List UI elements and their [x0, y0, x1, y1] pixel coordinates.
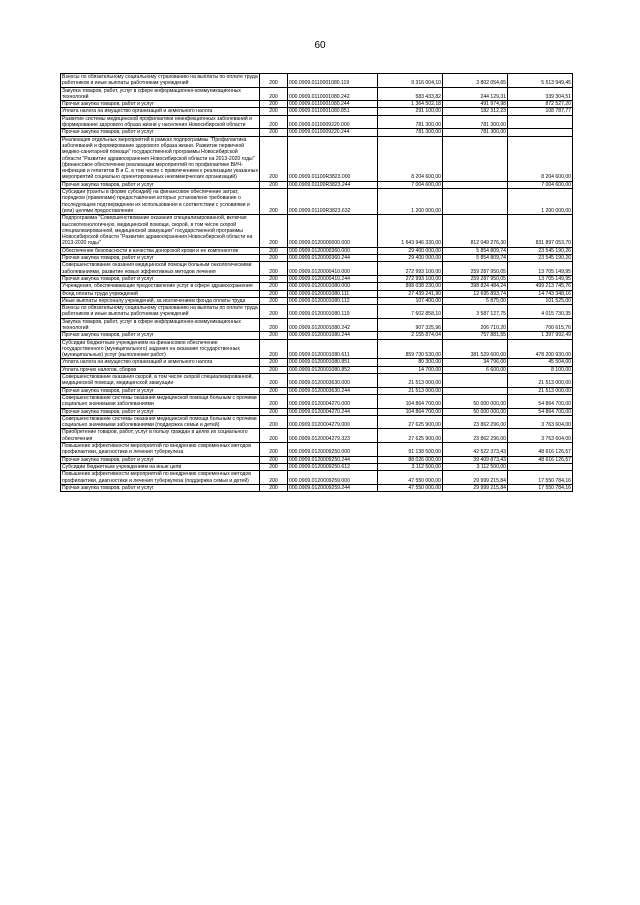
- row-classification-cell: 000.0909.0110001080.244: [288, 101, 378, 108]
- row-classification-cell: 000.0909.0110009220.244: [288, 129, 378, 136]
- row-approved-amount-cell: 88 026 000,00: [378, 456, 443, 463]
- row-approved-amount-cell: 781 300,00: [378, 115, 443, 129]
- row-code-cell: 200: [260, 332, 288, 339]
- table-row: [61, 484, 573, 491]
- row-name-cell: Прочая закупка товаров, работ и услуг: [61, 408, 260, 415]
- row-unexecuted-amount-cell: 5 513 949,45: [508, 74, 573, 88]
- row-name-cell: Развитие системы медицинской профилактики неинфекционных заболеваний и формирование здорового образа жизни у населения Новосибирской области: [61, 115, 260, 129]
- table-row: [61, 429, 573, 443]
- page-number: 60: [314, 40, 326, 51]
- table-row: [61, 374, 573, 388]
- row-approved-amount-cell: 9 316 004,10: [378, 74, 443, 88]
- row-code-cell: 200: [260, 366, 288, 373]
- table-row: [61, 318, 573, 332]
- table-row: [61, 339, 573, 359]
- row-unexecuted-amount-cell: 23 545 190,26: [508, 247, 573, 254]
- row-approved-amount-cell: 8 204 600,00: [378, 136, 443, 181]
- row-code-cell: 200: [260, 463, 288, 470]
- table-row: [61, 115, 573, 129]
- row-code-cell: 200: [260, 115, 288, 129]
- row-unexecuted-amount-cell: 3 763 604,00: [508, 415, 573, 429]
- row-unexecuted-amount-cell: 499 213 745,76: [508, 283, 573, 290]
- row-classification-cell: 000.0909.0120009259.000: [288, 471, 378, 485]
- row-code-cell: 200: [260, 374, 288, 388]
- row-code-cell: 200: [260, 387, 288, 394]
- table-row: [61, 215, 573, 247]
- row-unexecuted-amount-cell: 872 527,20: [508, 101, 573, 108]
- row-approved-amount-cell: 272 993 100,00: [378, 275, 443, 282]
- table-row: [61, 290, 573, 297]
- row-classification-cell: 000.0909.01100R3823.000: [288, 136, 378, 181]
- row-code-cell: 200: [260, 181, 288, 188]
- row-approved-amount-cell: 27 439 241,90: [378, 290, 443, 297]
- row-code-cell: 200: [260, 456, 288, 463]
- row-name-cell: Иные выплаты персоналу учреждений, за исключением фонда оплаты труда: [61, 297, 260, 304]
- row-approved-amount-cell: 3 112 500,00: [378, 463, 443, 470]
- table-row: [61, 262, 573, 276]
- row-approved-amount-cell: 47 550 000,00: [378, 484, 443, 491]
- table-row: [61, 181, 573, 188]
- row-approved-amount-cell: 898 038 230,00: [378, 283, 443, 290]
- row-name-cell: Совершенствование оказания медицинской помощи больным онкологическими заболеваниями, развитие новых эффективных методов лечения: [61, 262, 260, 276]
- row-approved-amount-cell: 291 100,00: [378, 108, 443, 115]
- row-name-cell: Уплата налога на имущество организаций и земельного налога: [61, 108, 260, 115]
- row-code-cell: 200: [260, 408, 288, 415]
- row-classification-cell: 000.0909.0120000000.000: [288, 215, 378, 247]
- row-classification-cell: 000.0909.0120001080.242: [288, 318, 378, 332]
- row-unexecuted-amount-cell: 45 504,00: [508, 359, 573, 366]
- row-unexecuted-amount-cell: 339 304,51: [508, 87, 573, 101]
- row-executed-amount-cell: 781 300,00: [443, 129, 508, 136]
- row-name-cell: Прочая закупка товаров, работ и услуг: [61, 275, 260, 282]
- row-name-cell: Прочая закупка товаров, работ и услуг: [61, 129, 260, 136]
- row-unexecuted-amount-cell: 8 100,00: [508, 366, 573, 373]
- row-code-cell: 200: [260, 108, 288, 115]
- row-name-cell: Уплата прочих налогов, сборов: [61, 366, 260, 373]
- row-executed-amount-cell: [443, 181, 508, 188]
- row-executed-amount-cell: 50 000 000,00: [443, 408, 508, 415]
- row-classification-cell: 000.0909.0120009250.244: [288, 456, 378, 463]
- table-row: [61, 247, 573, 254]
- row-name-cell: Прочая закупка товаров, работ и услуг: [61, 484, 260, 491]
- row-name-cell: Взносы по обязательному социальному страхованию на выплаты по оплате труда работников и иные выплаты работникам учреждений: [62, 305, 258, 318]
- table-row: [61, 275, 573, 282]
- row-approved-amount-cell: 14 700,00: [378, 366, 443, 373]
- row-approved-amount-cell: 27 625 900,00: [378, 429, 443, 443]
- row-approved-amount-cell: 1 643 946 330,00: [378, 215, 443, 247]
- row-code-cell: 200: [260, 189, 288, 215]
- row-executed-amount-cell: 23 862 296,00: [443, 429, 508, 443]
- row-classification-cell: 000.0909.0120003630.244: [288, 387, 378, 394]
- row-executed-amount-cell: 206 710,20: [443, 318, 508, 332]
- row-classification-cell: 000.0909.0120004279.000: [288, 415, 378, 429]
- row-executed-amount-cell: [443, 136, 508, 181]
- row-executed-amount-cell: 781 300,00: [443, 115, 508, 129]
- table-row: [61, 408, 573, 415]
- row-approved-amount-cell: 29 400 000,00: [378, 255, 443, 262]
- row-executed-amount-cell: 12 695 893,74: [443, 290, 508, 297]
- row-classification-cell: 000.0909.0120001080.119: [288, 305, 378, 319]
- row-unexecuted-amount-cell: 7 004 600,00: [508, 181, 573, 188]
- row-executed-amount-cell: 5 875,00: [443, 297, 508, 304]
- row-code-cell: 200: [260, 484, 288, 491]
- row-code-cell: 200: [260, 101, 288, 108]
- row-unexecuted-amount-cell: 17 550 784,16: [508, 471, 573, 485]
- table-row: [61, 366, 573, 373]
- row-unexecuted-amount-cell: 21 513 000,00: [508, 387, 573, 394]
- budget-table: [60, 73, 573, 492]
- row-approved-amount-cell: 104 864 700,00: [378, 394, 443, 408]
- row-classification-cell: 000.0909.0120000360.000: [288, 247, 378, 254]
- row-code-cell: 200: [260, 415, 288, 429]
- row-name-cell: Реализация отдельных мероприятий в рамках подпрограммы "Профилактика заболеваний и формирование здорового образа жизни. Развитие первичной медико-санитарной помощи" государственной программы Новосибирской области "Развитие здравоохранения Новосибирской области на 2013-2020 годы" (финансовое обеспечение реализации мероприятий по профилактике ВИЧ-инфекции и гепатитов B и C, в том числе с привлечением к реализации указанных мероприятий социально ориентированных некоммерческих организаций): [62, 136, 258, 181]
- row-unexecuted-amount-cell: 54 864 700,00: [508, 408, 573, 415]
- row-unexecuted-amount-cell: 1 397 992,49: [508, 332, 573, 339]
- table-row: [61, 443, 573, 457]
- row-approved-amount-cell: 47 550 000,00: [378, 471, 443, 485]
- row-approved-amount-cell: 1 364 502,18: [378, 101, 443, 108]
- row-code-cell: 200: [260, 339, 288, 359]
- row-executed-amount-cell: 34 796,00: [443, 359, 508, 366]
- row-approved-amount-cell: 21 513 000,00: [378, 387, 443, 394]
- row-code-cell: 200: [260, 129, 288, 136]
- row-approved-amount-cell: 1 200 000,00: [378, 189, 443, 215]
- row-executed-amount-cell: 244 129,31: [443, 87, 508, 101]
- table-row: [61, 471, 573, 485]
- row-unexecuted-amount-cell: 48 616 126,57: [508, 443, 573, 457]
- row-executed-amount-cell: 3 587 127,75: [443, 305, 508, 319]
- row-classification-cell: 000.0909.0120001080.000: [288, 283, 378, 290]
- row-executed-amount-cell: [443, 189, 508, 215]
- row-name-cell: Субсидии (гранты в форме субсидий) на финансовое обеспечение затрат, порядком (правилами) предоставления которых установлено требование о последующем подтверждении их использования в соответствии с условиями и (или) целями предоставления: [61, 189, 260, 215]
- row-classification-cell: 000.0909.0120009250.000: [288, 443, 378, 457]
- row-unexecuted-amount-cell: 8 204 600,00: [508, 136, 573, 181]
- row-executed-amount-cell: 29 999 215,84: [443, 484, 508, 491]
- row-unexecuted-amount-cell: 831 897 053,70: [508, 215, 573, 247]
- row-unexecuted-amount-cell: 13 705 149,95: [508, 275, 573, 282]
- row-executed-amount-cell: [443, 387, 508, 394]
- row-unexecuted-amount-cell: 14 743 348,16: [508, 290, 573, 297]
- row-classification-cell: 000.0909.0120003630.000: [288, 374, 378, 388]
- row-classification-cell: 000.0909.0120001080.852: [288, 366, 378, 373]
- row-unexecuted-amount-cell: 21 513 000,00: [508, 374, 573, 388]
- row-classification-cell: 000.0909.0120004270.244: [288, 408, 378, 415]
- row-approved-amount-cell: 2 155 874,04: [378, 332, 443, 339]
- row-approved-amount-cell: 781 300,00: [378, 129, 443, 136]
- row-unexecuted-amount-cell: 108 787,77: [508, 108, 573, 115]
- row-name-cell: Совершенствование оказания скорой, в том числе скорой специализированной, медицинской помощи, медицинской эвакуации: [61, 374, 260, 388]
- row-name-cell: Совершенствование системы оказания медицинской помощи больным с прочими социально значимыми заболеваниями: [61, 394, 260, 408]
- row-name-cell: Уплата налога на имущество организаций и земельного налога: [61, 359, 260, 366]
- table-row: [61, 415, 573, 429]
- table-row: [61, 283, 573, 290]
- row-classification-cell: 000.0909.0120000410.000: [288, 262, 378, 276]
- row-unexecuted-amount-cell: [508, 115, 573, 129]
- row-classification-cell: 000.0909.0120000360.244: [288, 255, 378, 262]
- row-code-cell: 200: [260, 283, 288, 290]
- row-code-cell: 200: [260, 255, 288, 262]
- row-approved-amount-cell: 859 730 530,00: [378, 339, 443, 359]
- row-unexecuted-amount-cell: 478 200 930,00: [508, 339, 573, 359]
- row-code-cell: 200: [260, 359, 288, 366]
- table-row: [61, 255, 573, 262]
- row-approved-amount-cell: 7 004 600,00: [378, 181, 443, 188]
- row-code-cell: 200: [260, 394, 288, 408]
- row-classification-cell: 000.0909.0120004270.000: [288, 394, 378, 408]
- table-row: [61, 87, 573, 101]
- row-name-cell: Субсидии бюджетным учреждениям на финансовое обеспечение государственного (муниципального) задания на оказание государственных (муниципальных) услуг (выполнение работ): [61, 339, 260, 359]
- row-code-cell: 200: [260, 215, 288, 247]
- row-executed-amount-cell: 398 824 484,24: [443, 283, 508, 290]
- row-classification-cell: 000.0909.0110009220.000: [288, 115, 378, 129]
- row-code-cell: 200: [260, 87, 288, 101]
- table-row: [61, 101, 573, 108]
- row-unexecuted-amount-cell: 700 615,76: [508, 318, 573, 332]
- row-name-cell: Прочая закупка товаров, работ и услуг: [61, 181, 260, 188]
- row-unexecuted-amount-cell: 101 525,00: [508, 297, 573, 304]
- row-name-cell: Повышение эффективности мероприятий по внедрению современных методов профилактики, диагностики и лечения туберкулеза: [61, 443, 260, 457]
- table-row: [61, 108, 573, 115]
- row-unexecuted-amount-cell: 17 550 784,16: [508, 484, 573, 491]
- row-unexecuted-amount-cell: 3 763 604,00: [508, 429, 573, 443]
- row-approved-amount-cell: 907 325,96: [378, 318, 443, 332]
- row-code-cell: 200: [260, 471, 288, 485]
- table-row: [61, 297, 573, 304]
- row-approved-amount-cell: 91 138 500,00: [378, 443, 443, 457]
- row-classification-cell: 000.0909.01100R3823.632: [288, 189, 378, 215]
- row-executed-amount-cell: 259 287 950,05: [443, 275, 508, 282]
- table-row: [61, 332, 573, 339]
- row-executed-amount-cell: 3 112 500,00: [443, 463, 508, 470]
- row-code-cell: 200: [260, 275, 288, 282]
- row-classification-cell: 000.0909.0120004279.323: [288, 429, 378, 443]
- row-executed-amount-cell: 42 522 373,43: [443, 443, 508, 457]
- row-executed-amount-cell: 259 287 950,05: [443, 262, 508, 276]
- row-classification-cell: 000.0909.0120001080.111: [288, 290, 378, 297]
- table-row: [61, 305, 573, 319]
- row-unexecuted-amount-cell: [508, 129, 573, 136]
- row-code-cell: 200: [260, 318, 288, 332]
- row-name-cell: Прочая закупка товаров, работ и услуг: [61, 332, 260, 339]
- row-executed-amount-cell: 491 974,98: [443, 101, 508, 108]
- row-code-cell: 200: [260, 247, 288, 254]
- row-name-cell: Совершенствование системы оказания медицинской помощи больным с прочими социально значимыми заболеваниями (поддержка семьи и детей): [61, 415, 260, 429]
- row-code-cell: 200: [260, 290, 288, 297]
- budget-table-body: [61, 74, 573, 492]
- row-executed-amount-cell: 50 000 000,00: [443, 394, 508, 408]
- row-approved-amount-cell: 27 625 900,00: [378, 415, 443, 429]
- row-unexecuted-amount-cell: 1 200 000,00: [508, 189, 573, 215]
- row-approved-amount-cell: 7 602 858,10: [378, 305, 443, 319]
- row-classification-cell: 000.0909.0110001080.119: [288, 74, 378, 88]
- table-row: [61, 456, 573, 463]
- row-name-cell: Учреждения, обеспечивающие предоставление услуг в сфере здравоохранения: [61, 283, 260, 290]
- row-name-cell: Закупка товаров, работ, услуг в сфере информационно-коммуникационных технологий: [61, 318, 260, 332]
- row-executed-amount-cell: 757 881,55: [443, 332, 508, 339]
- row-name-cell: Подпрограмма "Совершенствование оказания специализированной, включая высокотехнологичную, медицинской помощи, скорой, в том числе скорой специализированной, медицинской эвакуации" государственной программы Новосибирской области "Развитие здравоохранения Новосибирской области на 2013-2020 годы": [61, 215, 260, 247]
- row-classification-cell: 000.0909.0120001080.112: [288, 297, 378, 304]
- table-row: [61, 387, 573, 394]
- row-unexecuted-amount-cell: 13 705 149,95: [508, 262, 573, 276]
- row-classification-cell: 000.0909.0120000410.244: [288, 275, 378, 282]
- row-classification-cell: 000.0909.0120001080.851: [288, 359, 378, 366]
- row-code-cell: 200: [260, 136, 288, 181]
- row-code-cell: 200: [260, 262, 288, 276]
- row-classification-cell: 000.0909.0120009259.244: [288, 484, 378, 491]
- row-name-cell: Приобретение товаров, работ, услуг в пользу граждан в целях их социального обеспечения: [61, 429, 260, 443]
- row-executed-amount-cell: 6 600,00: [443, 366, 508, 373]
- row-name-cell: Прочая закупка товаров, работ и услуг: [61, 255, 260, 262]
- row-executed-amount-cell: 23 862 296,00: [443, 415, 508, 429]
- row-approved-amount-cell: 21 513 000,00: [378, 374, 443, 388]
- table-row: [61, 359, 573, 366]
- row-name-cell: Прочая закупка товаров, работ и услуг: [61, 387, 260, 394]
- row-code-cell: 200: [260, 305, 288, 319]
- row-unexecuted-amount-cell: 54 864 700,00: [508, 394, 573, 408]
- row-executed-amount-cell: 39 409 873,43: [443, 456, 508, 463]
- row-code-cell: 200: [260, 297, 288, 304]
- row-unexecuted-amount-cell: 23 545 190,26: [508, 255, 573, 262]
- table-row: [61, 129, 573, 136]
- row-unexecuted-amount-cell: [508, 463, 573, 470]
- table-row: [61, 463, 573, 470]
- row-executed-amount-cell: 29 999 215,84: [443, 471, 508, 485]
- row-classification-cell: 000.0909.0120001080.611: [288, 339, 378, 359]
- row-executed-amount-cell: [443, 374, 508, 388]
- row-approved-amount-cell: 80 300,00: [378, 359, 443, 366]
- row-name-cell: Субсидии бюджетным учреждениям на иные цели: [61, 463, 260, 470]
- row-name-cell: Закупка товаров, работ, услуг в сфере информационно-коммуникационных технологий: [61, 87, 260, 101]
- row-approved-amount-cell: 104 864 700,00: [378, 408, 443, 415]
- row-name-cell: Обеспечение безопасности и качества донорской крови и ее компонентов: [61, 247, 260, 254]
- row-code-cell: 200: [260, 429, 288, 443]
- row-classification-cell: 000.0909.0120001080.244: [288, 332, 378, 339]
- row-classification-cell: 000.0909.0110001080.851: [288, 108, 378, 115]
- row-name-cell: Фонд оплаты труда учреждений: [61, 290, 260, 297]
- row-name-cell: Взносы по обязательному социальному страхованию на выплаты по оплате труда работников и иные выплаты работникам учреждений: [62, 74, 258, 87]
- row-name-cell: Прочая закупка товаров, работ и услуг: [61, 101, 260, 108]
- row-executed-amount-cell: 5 854 809,74: [443, 247, 508, 254]
- table-row: [61, 74, 573, 88]
- row-code-cell: 200: [260, 443, 288, 457]
- row-classification-cell: 000.0909.0110001080.242: [288, 87, 378, 101]
- row-classification-cell: 000.0909.0120009250.612: [288, 463, 378, 470]
- table-row: [61, 189, 573, 215]
- row-executed-amount-cell: 182 312,23: [443, 108, 508, 115]
- row-name-cell: Повышение эффективности мероприятий по внедрению современных методов профилактики, диагностики и лечения туберкулеза (поддержка семьи и детей): [61, 471, 260, 485]
- row-approved-amount-cell: 29 400 000,00: [378, 247, 443, 254]
- row-name-cell: Прочая закупка товаров, работ и услуг: [61, 456, 260, 463]
- row-approved-amount-cell: 583 433,82: [378, 87, 443, 101]
- row-approved-amount-cell: 272 993 100,00: [378, 262, 443, 276]
- row-executed-amount-cell: 3 802 054,65: [443, 74, 508, 88]
- row-unexecuted-amount-cell: 48 616 126,57: [508, 456, 573, 463]
- row-executed-amount-cell: 812 049 276,30: [443, 215, 508, 247]
- table-row: [61, 394, 573, 408]
- row-code-cell: 200: [260, 74, 288, 88]
- row-unexecuted-amount-cell: 4 015 730,35: [508, 305, 573, 319]
- row-approved-amount-cell: 107 400,00: [378, 297, 443, 304]
- row-executed-amount-cell: 381 529 600,00: [443, 339, 508, 359]
- table-row: [61, 136, 573, 181]
- row-classification-cell: 000.0909.01100R3823.244: [288, 181, 378, 188]
- row-executed-amount-cell: 5 854 809,74: [443, 255, 508, 262]
